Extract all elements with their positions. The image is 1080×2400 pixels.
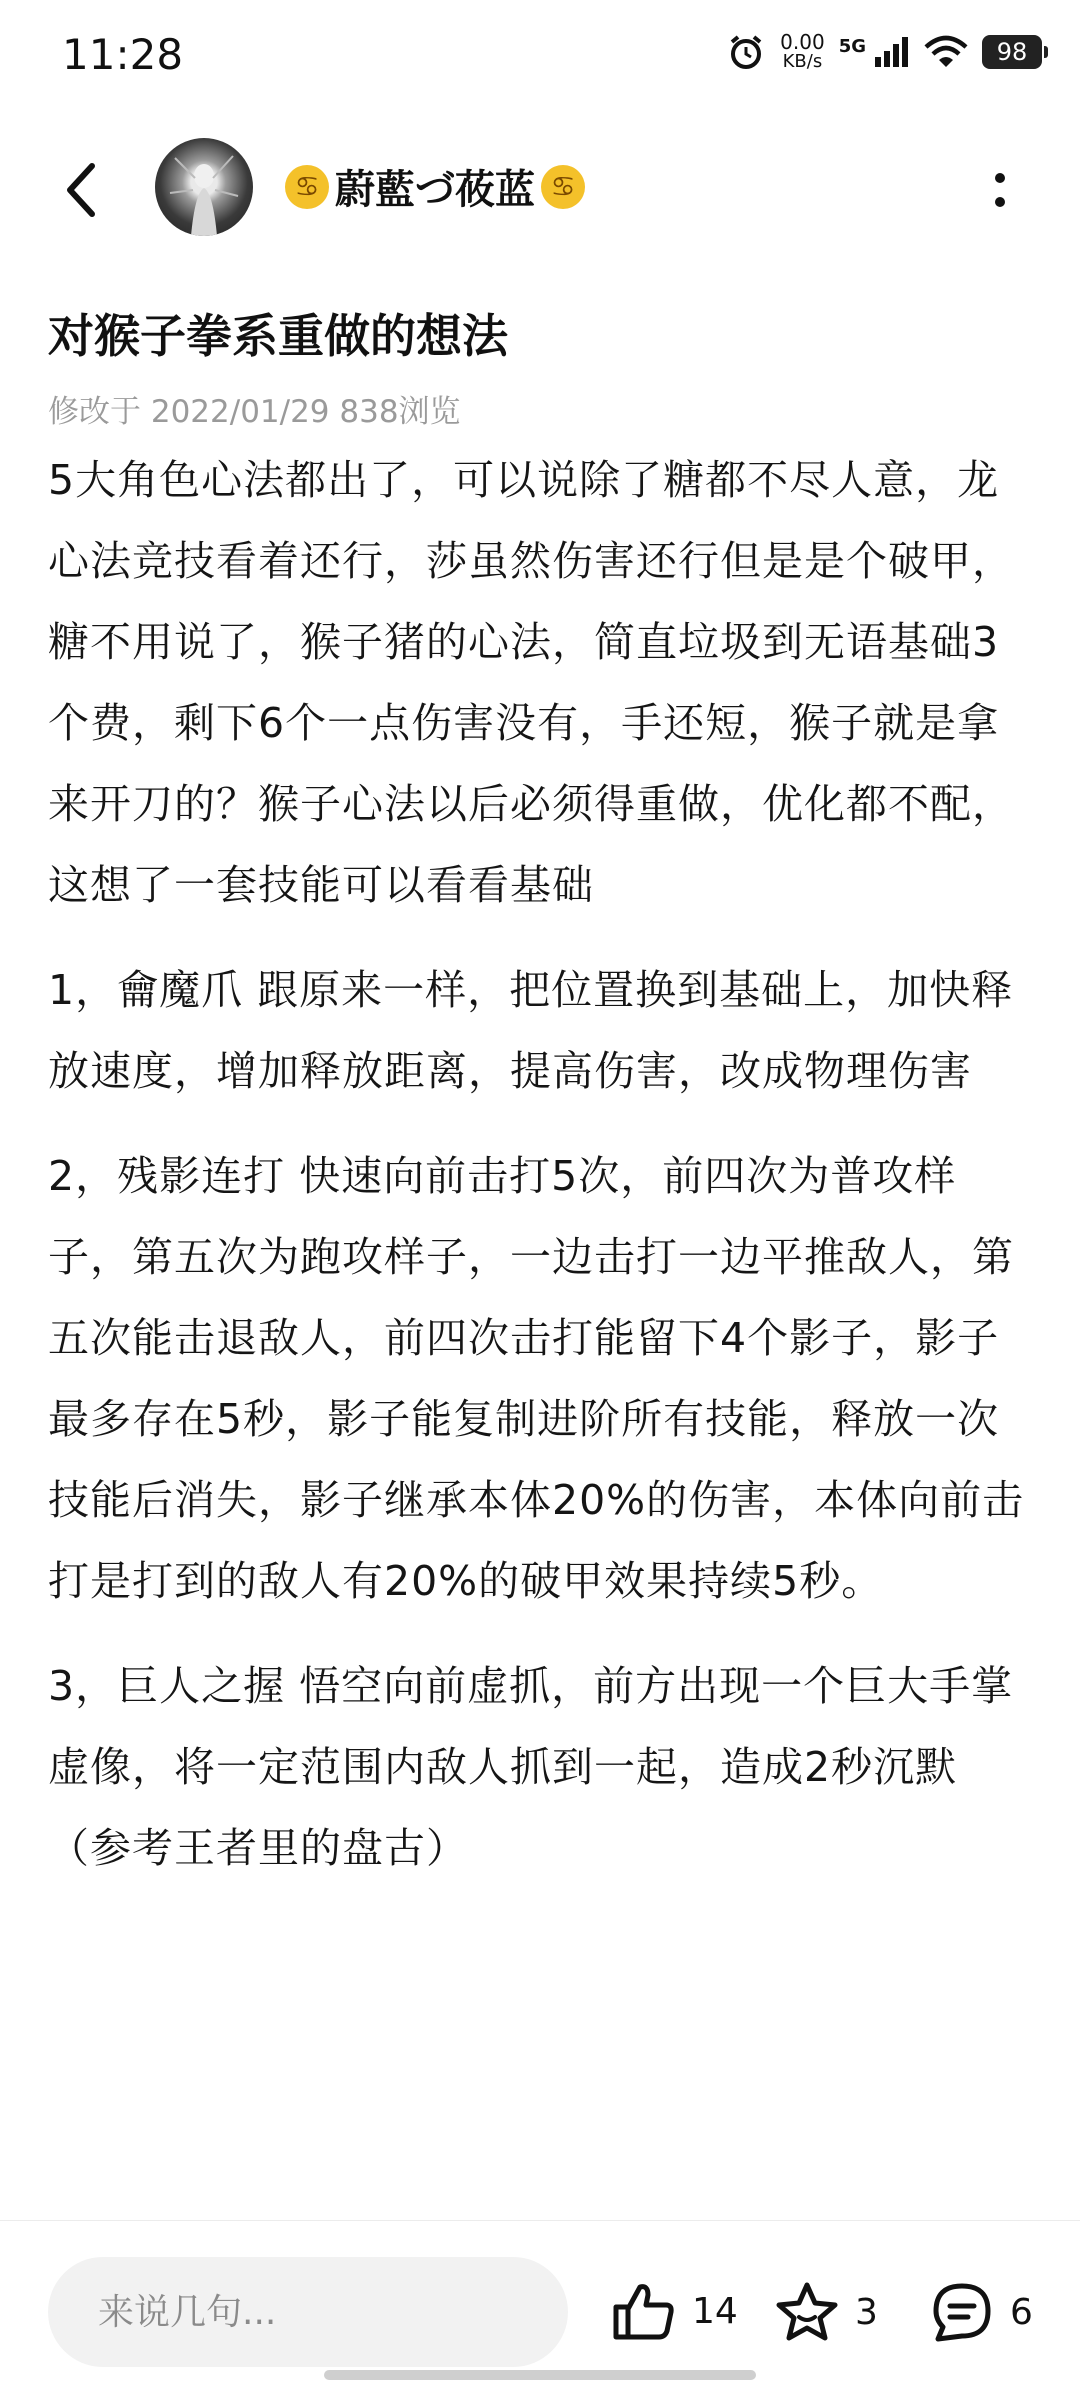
status-bar — [0, 0, 1080, 120]
post-paragraph: 3，巨人之握 悟空向前虚抓，前方出现一个巨大手掌虚像，将一定范围内敌人抓到一起，造成2秒沉默（参考王者里的盘古） — [48, 1662, 1014, 1872]
signal-icon — [874, 35, 910, 69]
post-meta: 修改于 2022/01/29 838浏览 — [48, 394, 461, 430]
avatar-figure-icon — [155, 138, 253, 236]
back-arrow-icon[interactable] — [58, 160, 108, 220]
author-name[interactable] — [285, 158, 585, 215]
favorite-button[interactable] — [775, 2281, 878, 2343]
post-paragraph: 5大角色心法都出了，可以说除了糖都不尽人意，龙心法竞技看着还行，莎虽然伤害还行但是是个破甲，糖不用说了，猴子猪的心法，简直垃圾到无语基础3个费，剩下6个一点伤害没有，手还短，猴子就是拿来开刀的？猴子心法以后必须得重做，优化都不配，这想了一套技能可以看看基础 — [48, 456, 1014, 909]
comment-bubble-icon — [930, 2281, 994, 2343]
more-options-icon[interactable] — [990, 170, 1010, 210]
author-avatar[interactable] — [155, 138, 253, 236]
home-indicator[interactable] — [324, 2370, 756, 2380]
wifi-icon — [924, 35, 968, 69]
favorite-count: 3 — [855, 2291, 878, 2333]
status-time: 11:28 — [62, 30, 184, 79]
post-paragraph: 2，残影连打 快速向前击打5次，前四次为普攻样子，第五次为跑攻样子，一边击打一边平推敌人，第五次能击退敌人，前四次击打能留下4个影子，影子最多存在5秒，影子能复制进阶所有技能，释放一次技能后消失，影子继承本体20%的伤害，本体向前击打是打到的敌人有20%的破甲效果持续5秒。 — [48, 1152, 1025, 1605]
cancer-zodiac-icon: ♋ — [285, 165, 329, 209]
comment-input[interactable] — [48, 2257, 568, 2367]
thumbs-up-icon — [612, 2281, 676, 2341]
like-count: 14 — [692, 2290, 738, 2332]
battery-indicator: 98 — [982, 35, 1042, 69]
cancer-zodiac-icon: ♋ — [541, 165, 585, 209]
post-title: 对猴子拳系重做的想法 — [48, 309, 508, 363]
bottom-action-bar — [0, 2221, 1080, 2400]
alarm-icon — [726, 32, 766, 72]
post-paragraph: 1，龠魔爪 跟原来一样，把位置换到基础上，加快释放速度，增加释放距离，提高伤害，改成物理伤害 — [48, 966, 1014, 1095]
status-icons — [726, 32, 1042, 72]
star-icon — [775, 2281, 839, 2343]
post-header — [0, 130, 1080, 250]
network-speed: 0.00 KB/s — [780, 30, 825, 72]
like-button[interactable] — [612, 2281, 738, 2341]
author-name-text: 蔚藍づ莜蓝 — [335, 167, 535, 213]
post-content — [48, 440, 1038, 1913]
comment-count: 6 — [1010, 2291, 1033, 2333]
comment-button[interactable] — [930, 2281, 1033, 2343]
network-type: 5G — [838, 36, 866, 57]
